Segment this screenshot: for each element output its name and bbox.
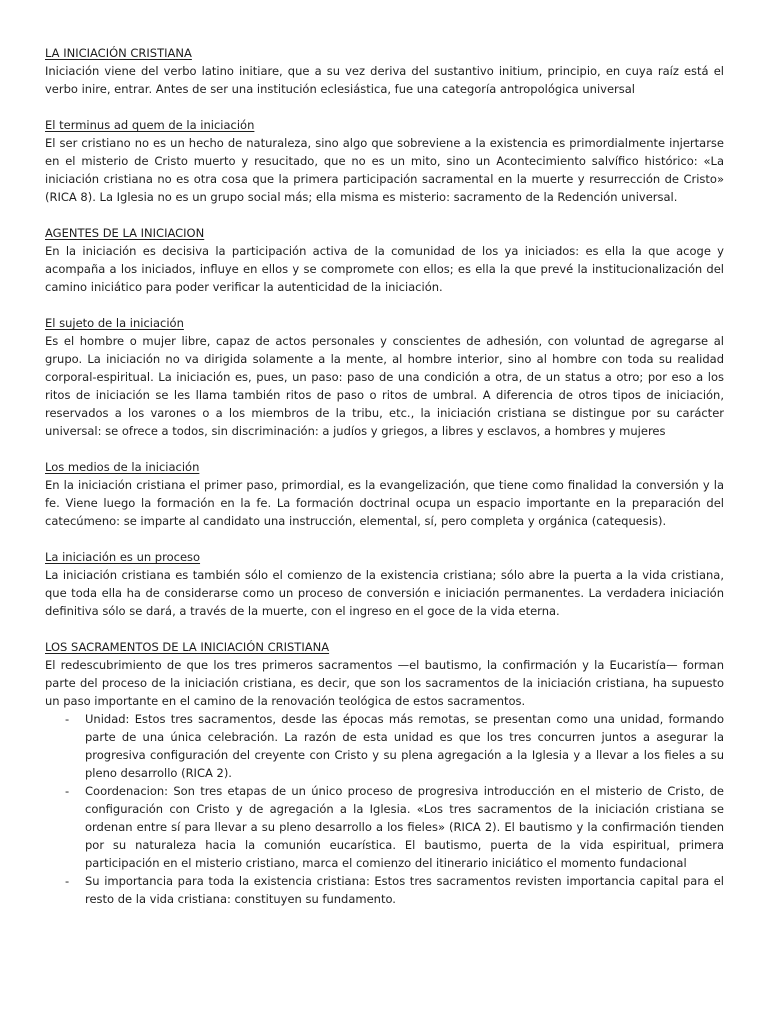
bullet-dash: - [65,712,70,726]
list-item [45,710,724,782]
bullet-dash: - [65,874,70,888]
section-heading: El terminus ad quem de la iniciación [45,118,255,132]
section-paragraph: Iniciación viene del verbo latino initiare, que a su vez deriva del sustantivo initium, principio, en cuya raíz está el verbo inire, entrar. Antes de ser una institución eclesiástica, fue una categoría antropológica universal [45,64,724,96]
list-item-text: Su importancia para toda la existencia cristiana: Estos tres sacramentos revisten importancia capital para el resto de la vida cristiana: constituyen su fundamento. [85,874,724,906]
section-sujeto [45,314,724,440]
section-heading: Los medios de la iniciación [45,460,200,474]
section-iniciacion-cristiana [45,44,724,98]
section-terminus-ad-quem [45,116,724,206]
section-paragraph: En la iniciación cristiana el primer paso, primordial, es la evangelización, que tiene como finalidad la conversión y la fe. Viene luego la formación en la fe. La formación doctrinal ocupa un espacio importante en la preparación del catecúmeno: se imparte al candidato una instrucción, elemental, sí, pero completa y orgánica (catequesis). [45,478,724,528]
section-medios [45,458,724,530]
section-heading: LOS SACRAMENTOS DE LA INICIACIÓN CRISTIANA [45,640,330,654]
section-paragraph: El ser cristiano no es un hecho de naturaleza, sino algo que sobreviene a la existencia es primordialmente injertarse en el misterio de Cristo muerto y resucitado, que no es un mito, sino un Acontecimiento salvífico histórico: «La iniciación cristiana no es otra cosa que la primera participación sacramental en la muerte y resurrección de Cristo» (RICA 8). La Iglesia no es un grupo social más; ella misma es misterio: sacramento de la Redención universal. [45,136,724,204]
section-sacramentos [45,638,724,908]
section-proceso [45,548,724,620]
section-paragraph: El redescubrimiento de que los tres primeros sacramentos —el bautismo, la confirmación y la Eucaristía— forman parte del proceso de la iniciación cristiana, es decir, que son los sacramentos de la iniciación cristiana, ha supuesto un paso importante en el camino de la renovación teológica de estos sacramentos. [45,658,724,708]
list-item-text: Unidad: Estos tres sacramentos, desde las épocas más remotas, se presentan como una unidad, formando parte de una única celebración. La razón de esta unidad es que los tres concurren juntos a asegurar la progresiva configuración del creyente con Cristo y su plena agregación a la Iglesia y a llevar a los fieles a su pleno desarrollo (RICA 2). [85,712,724,780]
list-item [45,782,724,872]
section-heading: AGENTES DE LA INICIACION [45,226,205,240]
section-agentes [45,224,724,296]
bullet-dash: - [65,784,70,798]
list-item [45,872,724,908]
section-heading: LA INICIACIÓN CRISTIANA [45,46,192,60]
section-heading: La iniciación es un proceso [45,550,201,564]
section-paragraph: La iniciación cristiana es también sólo el comienzo de la existencia cristiana; sólo abre la puerta a la vida cristiana, que toda ella ha de considerarse como un proceso de conversión e iniciación permanentes. La verdadera iniciación definitiva sólo se dará, a través de la muerte, con el ingreso en el goce de la vida eterna. [45,568,724,618]
sacramentos-bullet-list [45,710,724,908]
section-heading: El sujeto de la iniciación [45,316,184,330]
list-item-text: Coordenacion: Son tres etapas de un único proceso de progresiva introducción en el misterio de Cristo, de configuración con Cristo y de agregación a la Iglesia. «Los tres sacramentos de la iniciación cristiana se ordenan entre sí para llevar a su pleno desarrollo a los fieles» (RICA 2). El bautismo y la confirmación tienden por su naturaleza hacia la comunión eucarística. El bautismo, puerta de la vida espiritual, primera participación en el misterio cristiano, marca el comienzo del itinerario iniciático el momento fundacional [85,784,724,870]
section-paragraph: Es el hombre o mujer libre, capaz de actos personales y conscientes de adhesión, con voluntad de agregarse al grupo. La iniciación no va dirigida solamente a la mente, al hombre interior, sino al hombre con toda su realidad corporal-espiritual. La iniciación es, pues, un paso: paso de una condición a otra, de un status a otro; por eso a los ritos de iniciación se les llama también ritos de paso o ritos de umbral. A diferencia de otros tipos de iniciación, reservados a los varones o a los miembros de la tribu, etc., la iniciación cristiana se distingue por su carácter universal: se ofrece a todos, sin discriminación: a judíos y griegos, a libres y esclavos, a hombres y mujeres [45,334,724,438]
section-paragraph: En la iniciación es decisiva la participación activa de la comunidad de los ya iniciados: es ella la que acoge y acompaña a los iniciados, influye en ellos y se compromete con ellos; es ella la que prevé la institucionalización del camino iniciático para poder verificar la autenticidad de la iniciación. [45,244,724,294]
